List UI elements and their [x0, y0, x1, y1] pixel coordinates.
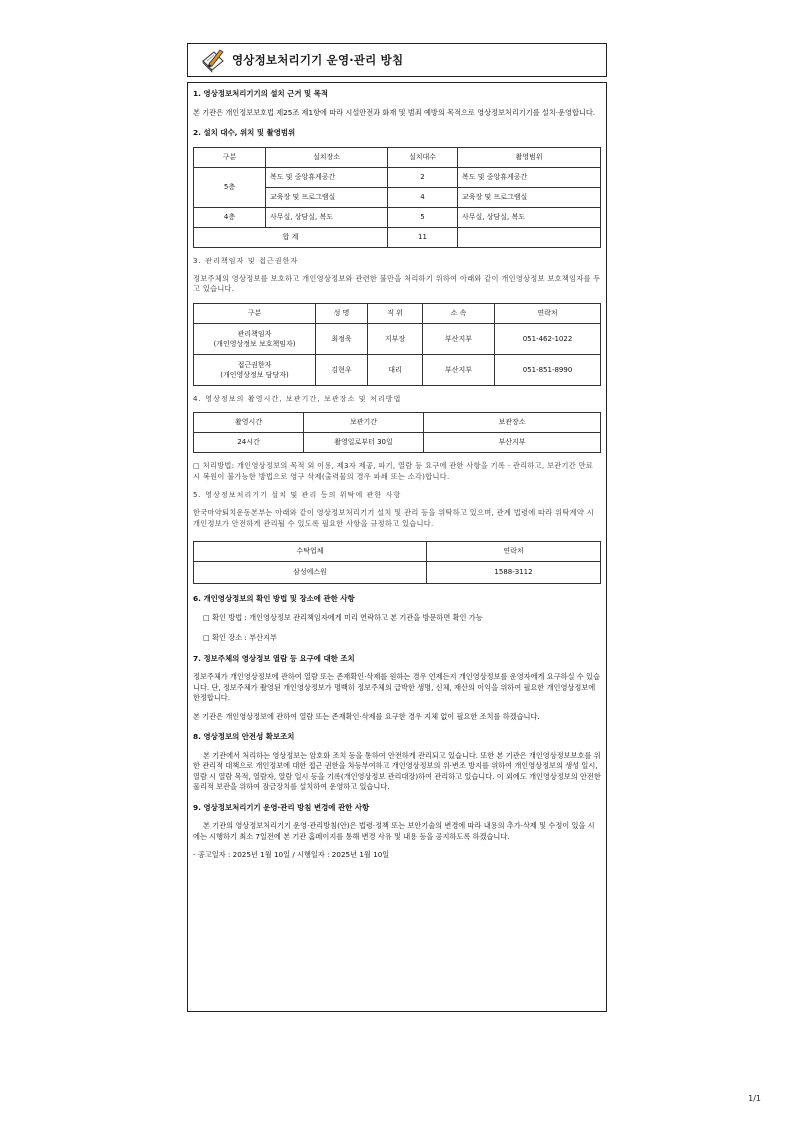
- period-cell: 촬영일로부터 30일: [304, 433, 424, 453]
- table-header: 연락처: [495, 303, 601, 323]
- total-label-cell: 합 계: [194, 227, 388, 247]
- page-title: 영상정보처리기기 운영·관리 방침: [232, 52, 404, 67]
- empty-cell: [458, 227, 601, 247]
- section-7-heading: 7. 정보주체의 영상정보 열람 등 요구에 대한 조치: [193, 653, 355, 663]
- section-5-heading: 5. 영상정보처리기기 설치 및 관리 등의 위탁에 관한 사항: [193, 490, 402, 499]
- dept-cell: 부산지부: [423, 323, 495, 354]
- company-phone-cell: 1588-3112: [427, 561, 601, 583]
- position-cell: 지부장: [368, 323, 423, 354]
- role-subtitle: (개인영상정보 보호책임자): [213, 339, 296, 348]
- table-row: [194, 561, 601, 583]
- section-4-heading: 4. 영상정보의 촬영시간, 보관기간, 보관장소 및 처리방법: [193, 394, 402, 403]
- section-6-heading: 6. 개인영상정보의 확인 방법 및 장소에 관한 사항: [193, 593, 355, 603]
- notice-dates: - 공고일자 : 2025년 1월 10일 / 시행일자 : 2025년 1월 10일: [193, 850, 390, 860]
- contractor-table: [193, 541, 601, 584]
- name-cell: 최정욱: [316, 323, 368, 354]
- table-row: [194, 433, 601, 453]
- table-header: 촬영범위: [458, 147, 601, 167]
- check-location: □ 확인 장소 : 부산지부: [203, 633, 277, 643]
- time-cell: 24시간: [194, 433, 304, 453]
- range-cell: 사무실, 상담실, 복도: [458, 207, 601, 227]
- place-cell: 교육장 및 프로그램실: [266, 187, 388, 207]
- section-3-body: 정보주체의 영상정보를 보호하고 개인영상정보와 관련한 불만을 처리하기 위하여 아래와 같이 개인영상정보 보호책임자를 두고 있습니다.: [193, 274, 601, 294]
- table-header: 설치대수: [388, 147, 458, 167]
- phone-cell: 051-851-8990: [495, 354, 601, 385]
- dept-cell: 부산지부: [423, 354, 495, 385]
- role-subtitle: (개인영상정보 담당자): [220, 370, 289, 379]
- document-pen-icon: [200, 47, 226, 73]
- role-title: 접근권한자: [237, 360, 272, 369]
- role-cell: [194, 354, 316, 385]
- table-header: 보관기간: [304, 413, 424, 433]
- place-cell: 복도 및 중앙휴게공간: [266, 167, 388, 187]
- role-cell: [194, 323, 316, 354]
- table-row: [194, 354, 601, 385]
- section-8-body: 본 기관에서 처리하는 영상정보는 암호화 조치 등을 통하여 안전하게 관리되고 있습니다. 또한 본 기관은 개인영상정보보호를 위한 관리적 대책으로 개인정보에 대한 접근 권한을 차등부여하고 개인영상정보의 위·변조 방지를 위하여 개인영상정보의 생성 일시, 열람 시 열람 목적, 열람자, 열람 일시 등을 기록(개인영상정보 관리대장)하여 관리하고 있습니다. 이 외에도 개인영상정보의 안전한 물리적 보관을 위하여 잠금장치를 설치하여 운영하고 있습니다.: [193, 750, 601, 792]
- section-9-body: 본 기관의 영상정보처리기기 운영·관리방침(안)은 법령·정책 또는 보안기술의 변경에 따라 내용의 추가·삭제 및 수정이 있을 시에는 시행하기 최소 7일전에 본 기관 홈페이지를 통해 변경 사유 및 내용 등을 공지하도록 하겠습니다.: [193, 821, 595, 841]
- section-9-heading: 9. 영상정보처리기기 운영·관리 방침 변경에 관한 사항: [193, 802, 370, 812]
- floor-cell: 4층: [194, 207, 266, 227]
- installation-table: [193, 147, 601, 248]
- table-header: 보관장소: [424, 413, 601, 433]
- section-1-heading: 1. 영상정보처리기기의 설치 근거 및 목적: [193, 89, 329, 98]
- table-header: 구분: [194, 303, 316, 323]
- count-cell: 5: [388, 207, 458, 227]
- table-row: [194, 323, 601, 354]
- total-count-cell: 11: [388, 227, 458, 247]
- section-2-heading: 2. 설치 대수, 위치 및 촬영범위: [193, 128, 296, 138]
- table-header: 구분: [194, 147, 266, 167]
- retention-table: [193, 412, 601, 453]
- name-cell: 김현우: [316, 354, 368, 385]
- position-cell: 대리: [368, 354, 423, 385]
- table-header: 성 명: [316, 303, 368, 323]
- page-number: 1/1: [748, 1094, 761, 1103]
- place-cell: 사무실, 상담실, 복도: [266, 207, 388, 227]
- section-8-heading: 8. 영상정보의 안전성 확보조치: [193, 732, 295, 742]
- range-cell: 복도 및 중앙휴게공간: [458, 167, 601, 187]
- range-cell: 교육장 및 프로그램실: [458, 187, 601, 207]
- policy-content: [187, 82, 607, 1012]
- table-header: 연락처: [427, 541, 601, 561]
- table-row: [194, 227, 601, 247]
- table-header: 수탁업체: [194, 541, 427, 561]
- section-1-body: 본 기관은 개인정보보호법 제25조 제1항에 따라 시설안전과 화재 및 범죄 예방의 목적으로 영상정보처리기기를 설치·운영합니다.: [193, 107, 596, 117]
- location-cell: 부산지부: [424, 433, 601, 453]
- check-method: □ 확인 방법 : 개인영상정보 관리책임자에게 미리 연락하고 본 기관을 방문하면 확인 가능: [203, 612, 483, 622]
- section-4-note: □ 처리방법: 개인영상정보의 목적 외 이용, 제3자 제공, 파기, 열람 등 요구에 관한 사항을 기록 · 관리하고, 보관기간 만료 시 복원이 불가능한 방법으로 영구 삭제(출력물의 경우 파쇄 또는 소각)합니다.: [193, 461, 594, 481]
- table-header: 소 속: [423, 303, 495, 323]
- table-header: 촬영시간: [194, 413, 304, 433]
- section-7-body-1: 정보주체가 개인영상정보에 관하여 열람 또는 존재확인·삭제를 원하는 경우 언제든지 개인영상정보를 운영자에게 요구하실 수 있습니다. 단, 정보주체가 촬영된 개인영상정보가 명백히 정보주체의 급박한 생명, 신체, 재산의 이익을 위하여 필요한 개인영상정보에 한정합니다.: [193, 672, 600, 703]
- table-row: [194, 167, 601, 187]
- table-header: 설치장소: [266, 147, 388, 167]
- document-title-box: [187, 43, 607, 77]
- phone-cell: 051-462-1022: [495, 323, 601, 354]
- company-cell: 삼성에스원: [194, 561, 427, 583]
- count-cell: 4: [388, 187, 458, 207]
- section-5-body: 한국마약퇴치운동본부는 아래와 같이 영상정보처리기기 설치 및 관리 등을 위탁하고 있으며, 관계 법령에 따라 위탁계약 시 개인정보가 안전하게 관리될 수 있도록 필요한 사항을 규정하고 있습니다.: [193, 508, 594, 528]
- count-cell: 2: [388, 167, 458, 187]
- table-row: [194, 207, 601, 227]
- table-header: 직 위: [368, 303, 423, 323]
- floor-cell: 5층: [194, 167, 266, 207]
- role-title: 관리책임자: [237, 329, 272, 338]
- section-3-heading: 3. 관리책임자 및 접근권한자: [193, 256, 299, 265]
- manager-table: [193, 303, 601, 386]
- section-7-body-2: 본 기관은 개인영상정보에 관하여 열람 또는 존재확인·삭제를 요구한 경우 지체 없이 필요한 조치를 하겠습니다.: [193, 711, 540, 721]
